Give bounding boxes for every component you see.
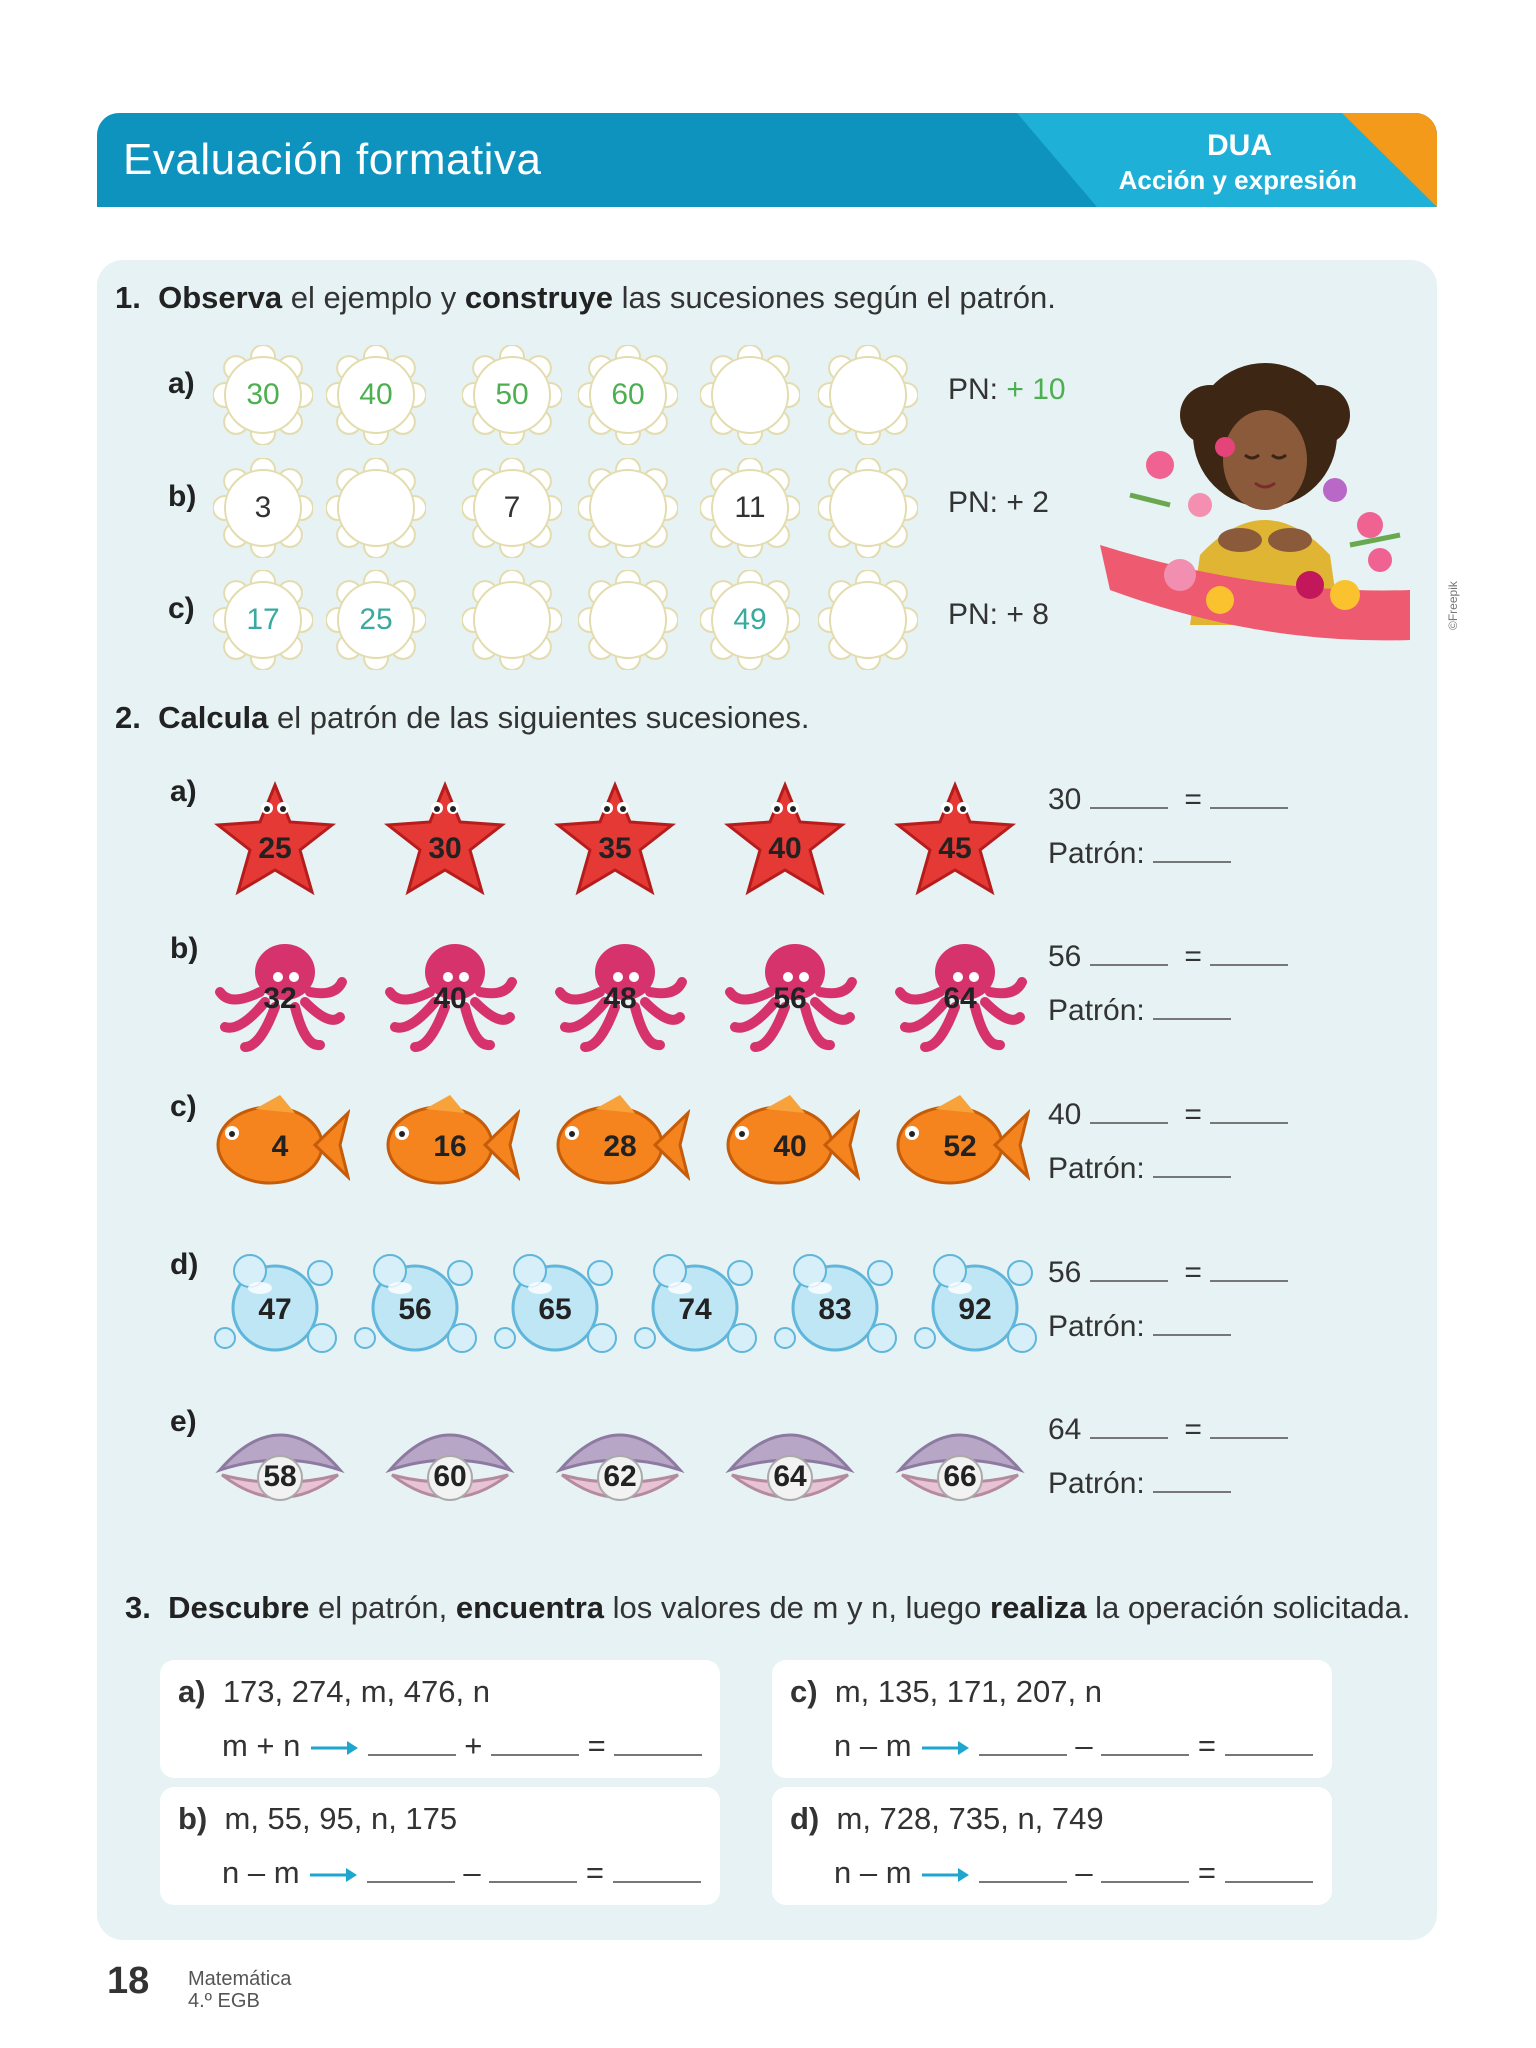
- result-blank[interactable]: [1210, 1437, 1288, 1439]
- empty-flower-blank[interactable]: [818, 458, 918, 558]
- equation-start: 56: [1048, 940, 1082, 973]
- starfish-icon: [890, 780, 1020, 900]
- pattern-label: Patrón:: [1048, 1152, 1145, 1185]
- pattern-answer: [1048, 994, 1231, 1028]
- pattern-blank[interactable]: [1153, 1334, 1231, 1336]
- flower-value: [578, 458, 678, 558]
- flower-value: [326, 458, 426, 558]
- starfish-icon: [380, 780, 510, 900]
- operation-text: n – m: [834, 1728, 912, 1763]
- pattern-equation: [1048, 783, 1288, 817]
- second-blank[interactable]: [1101, 1754, 1189, 1756]
- pattern-label: Patrón:: [1048, 1467, 1145, 1500]
- octopus-icon: [720, 937, 860, 1057]
- pattern-label: Patrón:: [1048, 1310, 1145, 1343]
- header-banner: [97, 113, 1437, 207]
- operation-blank[interactable]: [1090, 964, 1168, 966]
- bubble-icon: [770, 1253, 910, 1363]
- starfish-number: 25: [258, 832, 292, 865]
- operation-line: [834, 1728, 1313, 1764]
- fish-icon: [720, 1095, 860, 1195]
- bubble-icon: [210, 1253, 350, 1363]
- flower-value: 50: [495, 378, 529, 411]
- shell-number: 66: [943, 1460, 977, 1493]
- operation-line: [222, 1855, 701, 1891]
- q1-row-label: c): [168, 592, 195, 625]
- bubble-icon: [490, 1253, 630, 1363]
- flower-value: 3: [254, 491, 272, 524]
- shell-number: 60: [433, 1460, 467, 1493]
- operation-box: [160, 1660, 720, 1778]
- shell-number: 58: [263, 1460, 297, 1493]
- arrow-right-icon: [308, 1865, 358, 1885]
- sequence-line: [178, 1801, 457, 1837]
- footer-grade: 4.º EGB: [188, 1990, 260, 2012]
- pattern-label: Patrón:: [1048, 994, 1145, 1027]
- flower-value: 25: [359, 603, 393, 636]
- equals-sign: =: [1197, 1855, 1217, 1890]
- operation-blank[interactable]: [1090, 1280, 1168, 1282]
- bubble-number: 65: [538, 1293, 572, 1326]
- pn-value: + 10: [998, 373, 1066, 406]
- empty-flower-blank[interactable]: [700, 345, 800, 445]
- octopus-icon: [890, 937, 1030, 1057]
- operation-line: [834, 1855, 1313, 1891]
- starfish-icon: [720, 780, 850, 900]
- starfish-icon: [210, 780, 340, 900]
- pattern-note: [948, 373, 1066, 407]
- empty-flower-blank[interactable]: [818, 570, 918, 670]
- bubble-number: 92: [958, 1293, 992, 1326]
- fish-number: 28: [603, 1130, 637, 1163]
- octopus-icon: [380, 937, 520, 1057]
- flower-number: [213, 570, 313, 670]
- fish-icon: [550, 1095, 690, 1195]
- pattern-label: Patrón:: [1048, 837, 1145, 870]
- octopus-number: 40: [433, 982, 467, 1015]
- shell-icon: [210, 1410, 350, 1520]
- equals-sign: =: [1184, 1098, 1202, 1131]
- equals-sign: =: [1184, 1256, 1202, 1289]
- footer-subject: Matemática: [188, 1968, 292, 1990]
- empty-flower-blank[interactable]: [578, 570, 678, 670]
- flower-value: 17: [246, 603, 280, 636]
- arrow-right-icon: [920, 1738, 970, 1758]
- pattern-note: [948, 598, 1049, 632]
- operation-text: m + n: [222, 1728, 301, 1763]
- octopus-number: 56: [773, 982, 807, 1015]
- result-blank[interactable]: [1225, 1754, 1313, 1756]
- first-blank[interactable]: [368, 1754, 456, 1756]
- box-label: c): [790, 1674, 818, 1709]
- equation-start: 40: [1048, 1098, 1082, 1131]
- result-blank[interactable]: [1210, 964, 1288, 966]
- flower-number: [326, 345, 426, 445]
- q2-heading: 2. Calcula el patrón de las siguientes sucesiones.: [115, 700, 810, 735]
- operation-blank[interactable]: [1090, 1122, 1168, 1124]
- pn-value: + 8: [998, 598, 1049, 631]
- operator: +: [464, 1728, 483, 1763]
- octopus-number: 48: [603, 982, 637, 1015]
- fish-icon: [890, 1095, 1030, 1195]
- q3-heading: 3. Descubre el patrón, encuentra los valores de m y n, luego realiza la operación solicitada.: [125, 1590, 1411, 1625]
- q2-row-label: a): [170, 775, 197, 808]
- result-blank[interactable]: [1225, 1881, 1313, 1883]
- q2-row-label: e): [170, 1405, 197, 1438]
- flower-number: [700, 458, 800, 558]
- fish-icon: [210, 1095, 350, 1195]
- pattern-answer: [1048, 837, 1231, 871]
- sequence-line: [790, 1674, 1102, 1710]
- flower-number: [213, 458, 313, 558]
- q2-row-label: d): [170, 1248, 199, 1281]
- operator: –: [1075, 1855, 1093, 1890]
- empty-flower-blank[interactable]: [818, 345, 918, 445]
- operation-line: [222, 1728, 702, 1764]
- sequence-line: [790, 1801, 1104, 1837]
- flower-number: [578, 345, 678, 445]
- flower-number: [326, 570, 426, 670]
- pattern-answer: [1048, 1467, 1231, 1501]
- flower-value: [578, 570, 678, 670]
- q2-row-label: b): [170, 932, 199, 965]
- equals-sign: =: [1184, 940, 1202, 973]
- starfish-number: 40: [768, 832, 802, 865]
- pattern-equation: [1048, 1098, 1288, 1132]
- operator: –: [463, 1855, 481, 1890]
- girl-with-flowers-illustration: [1090, 355, 1420, 655]
- arrow-right-icon: [309, 1738, 359, 1758]
- empty-flower-blank[interactable]: [326, 458, 426, 558]
- operation-blank[interactable]: [1090, 1437, 1168, 1439]
- equals-sign: =: [1184, 783, 1202, 816]
- shell-icon: [890, 1410, 1030, 1520]
- dua-title: DUA: [1207, 129, 1272, 162]
- bubble-number: 74: [678, 1293, 712, 1326]
- arrow-right-icon: [920, 1865, 970, 1885]
- result-blank[interactable]: [614, 1754, 702, 1756]
- shell-number: 62: [603, 1460, 637, 1493]
- box-label: a): [178, 1674, 206, 1709]
- pattern-equation: [1048, 1256, 1288, 1290]
- octopus-icon: [550, 937, 690, 1057]
- equals-sign: =: [585, 1855, 605, 1890]
- flower-value: [700, 345, 800, 445]
- pattern-blank[interactable]: [1153, 861, 1231, 863]
- starfish-number: 30: [428, 832, 462, 865]
- page-title: Evaluación formativa: [123, 135, 542, 184]
- pattern-note: [948, 486, 1049, 520]
- pattern-answer: [1048, 1310, 1231, 1344]
- operation-box: [160, 1787, 720, 1905]
- result-blank[interactable]: [1210, 1122, 1288, 1124]
- sequence-text: 173, 274, m, 476, n: [222, 1674, 490, 1709]
- pattern-blank[interactable]: [1153, 1491, 1231, 1493]
- octopus-number: 64: [943, 982, 977, 1015]
- pn-label: PN:: [948, 486, 999, 519]
- operation-text: n – m: [222, 1855, 300, 1890]
- pattern-blank[interactable]: [1153, 1018, 1231, 1020]
- operation-box: [772, 1660, 1332, 1778]
- flower-value: [462, 570, 562, 670]
- pn-value: + 2: [998, 486, 1049, 519]
- fish-icon: [380, 1095, 520, 1195]
- fish-number: 16: [433, 1130, 467, 1163]
- result-blank[interactable]: [613, 1881, 701, 1883]
- second-blank[interactable]: [1101, 1881, 1189, 1883]
- flower-number: [213, 345, 313, 445]
- pn-label: PN:: [948, 373, 999, 406]
- bubble-icon: [350, 1253, 490, 1363]
- flower-value: 40: [359, 378, 393, 411]
- flower-value: 11: [734, 491, 766, 524]
- bubble-number: 47: [258, 1293, 292, 1326]
- shell-icon: [550, 1410, 690, 1520]
- first-blank[interactable]: [979, 1754, 1067, 1756]
- flower-value: 60: [611, 378, 645, 411]
- first-blank[interactable]: [367, 1881, 455, 1883]
- q1-row-label: a): [168, 367, 195, 400]
- starfish-number: 35: [598, 832, 632, 865]
- bubble-icon: [910, 1253, 1050, 1363]
- operator: –: [1075, 1728, 1093, 1763]
- equals-sign: =: [1184, 1413, 1202, 1446]
- sequence-text: m, 728, 735, n, 749: [836, 1801, 1104, 1836]
- bubble-number: 56: [398, 1293, 432, 1326]
- second-blank[interactable]: [489, 1881, 577, 1883]
- second-blank[interactable]: [491, 1754, 579, 1756]
- q1-row-label: b): [168, 480, 197, 513]
- first-blank[interactable]: [979, 1881, 1067, 1883]
- shell-icon: [720, 1410, 860, 1520]
- sequence-text: m, 135, 171, 207, n: [834, 1674, 1102, 1709]
- equation-start: 64: [1048, 1413, 1082, 1446]
- flower-number: [462, 345, 562, 445]
- empty-flower-blank[interactable]: [578, 458, 678, 558]
- equation-start: 30: [1048, 783, 1082, 816]
- fish-number: 40: [773, 1130, 807, 1163]
- shell-number: 64: [773, 1460, 807, 1493]
- q1-heading: 1. Observa el ejemplo y construye las sucesiones según el patrón.: [115, 280, 1056, 315]
- pattern-equation: [1048, 940, 1288, 974]
- sequence-text: m, 55, 95, n, 175: [224, 1801, 458, 1836]
- box-label: d): [790, 1801, 820, 1836]
- flower-value: 49: [733, 603, 767, 636]
- fish-number: 4: [271, 1130, 289, 1163]
- starfish-icon: [550, 780, 680, 900]
- shell-icon: [380, 1410, 520, 1520]
- empty-flower-blank[interactable]: [462, 570, 562, 670]
- q2-row-label: c): [170, 1090, 197, 1123]
- pattern-answer: [1048, 1152, 1231, 1186]
- flower-value: [818, 345, 918, 445]
- pattern-equation: [1048, 1413, 1288, 1447]
- image-credit: ©Freepik: [1446, 581, 1460, 630]
- pn-label: PN:: [948, 598, 999, 631]
- result-blank[interactable]: [1210, 1280, 1288, 1282]
- sequence-line: [178, 1674, 490, 1710]
- flower-number: [462, 458, 562, 558]
- equals-sign: =: [587, 1728, 606, 1763]
- equation-start: 56: [1048, 1256, 1082, 1289]
- bubble-icon: [630, 1253, 770, 1363]
- octopus-number: 32: [263, 982, 297, 1015]
- starfish-number: 45: [938, 832, 972, 865]
- operation-box: [772, 1787, 1332, 1905]
- flower-value: [818, 570, 918, 670]
- flower-value: [818, 458, 918, 558]
- pattern-blank[interactable]: [1153, 1176, 1231, 1178]
- operation-blank[interactable]: [1090, 807, 1168, 809]
- dua-subtitle: Acción y expresión: [1118, 165, 1357, 195]
- fish-number: 52: [943, 1130, 977, 1163]
- flower-value: 30: [246, 378, 280, 411]
- equals-sign: =: [1197, 1728, 1217, 1763]
- result-blank[interactable]: [1210, 807, 1288, 809]
- octopus-icon: [210, 937, 350, 1057]
- operation-text: n – m: [834, 1855, 912, 1890]
- flower-number: [700, 570, 800, 670]
- flower-value: 7: [503, 491, 521, 524]
- page-number: 18: [107, 1960, 150, 2002]
- bubble-number: 83: [818, 1293, 852, 1326]
- box-label: b): [178, 1801, 208, 1836]
